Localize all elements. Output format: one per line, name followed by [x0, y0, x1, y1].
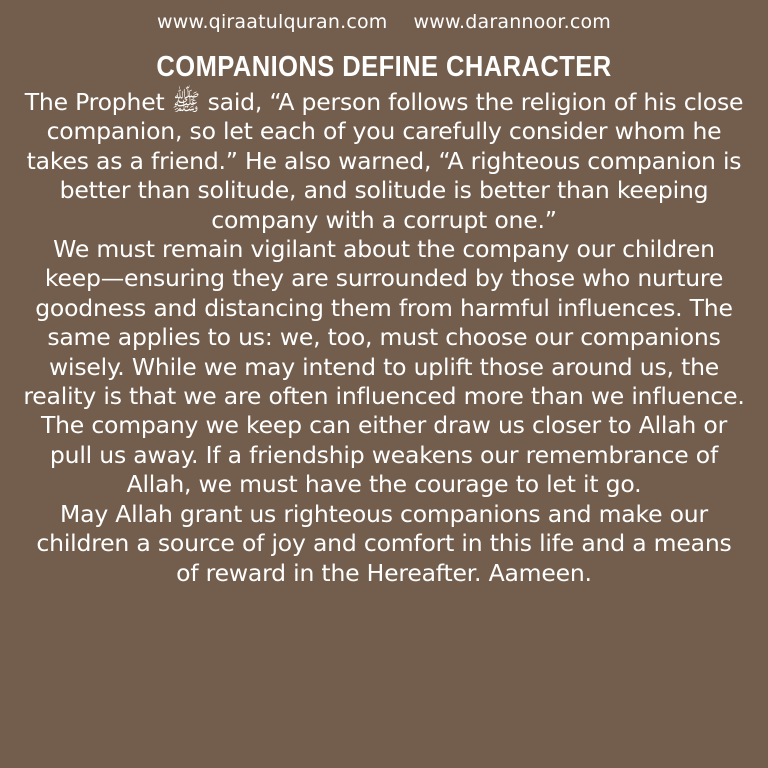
- paragraph-reflection: We must remain vigilant about the company our children keep—ensuring they are surrounded by those who nurture goodness and distancing them from harmful influences. The same applies to us: we, too, must choose our companions wisely. While we may intend to uplift those around us, the reality is that we are often influenced more than we influence. The company we keep can either draw us closer to Allah or pull us away. If a friendship weakens our remembrance of Allah, we must have the courage to let it go.: [23, 235, 745, 499]
- page-title: COMPANIONS DEFINE CHARACTER: [156, 51, 612, 83]
- site-link-darannoor: www.darannoor.com: [413, 11, 612, 33]
- site-link-qiraatulquran: www.qiraatulquran.com: [156, 11, 388, 33]
- paragraph-dua: May Allah grant us righteous companions and make our children a source of joy and comfort in this life and a means of reward in the Hereafter. Aameen.: [36, 499, 732, 587]
- website-links: [22, 8, 746, 36]
- paragraph-hadith: The Prophet ﷺ said, “A person follows the religion of his close companion, so let each of you carefully consider whom he takes as a friend.” He also warned, “A righteous companion is better than solitude, and solitude is better than keeping company with a corrupt one.”: [24, 88, 744, 234]
- article-body: [22, 88, 746, 588]
